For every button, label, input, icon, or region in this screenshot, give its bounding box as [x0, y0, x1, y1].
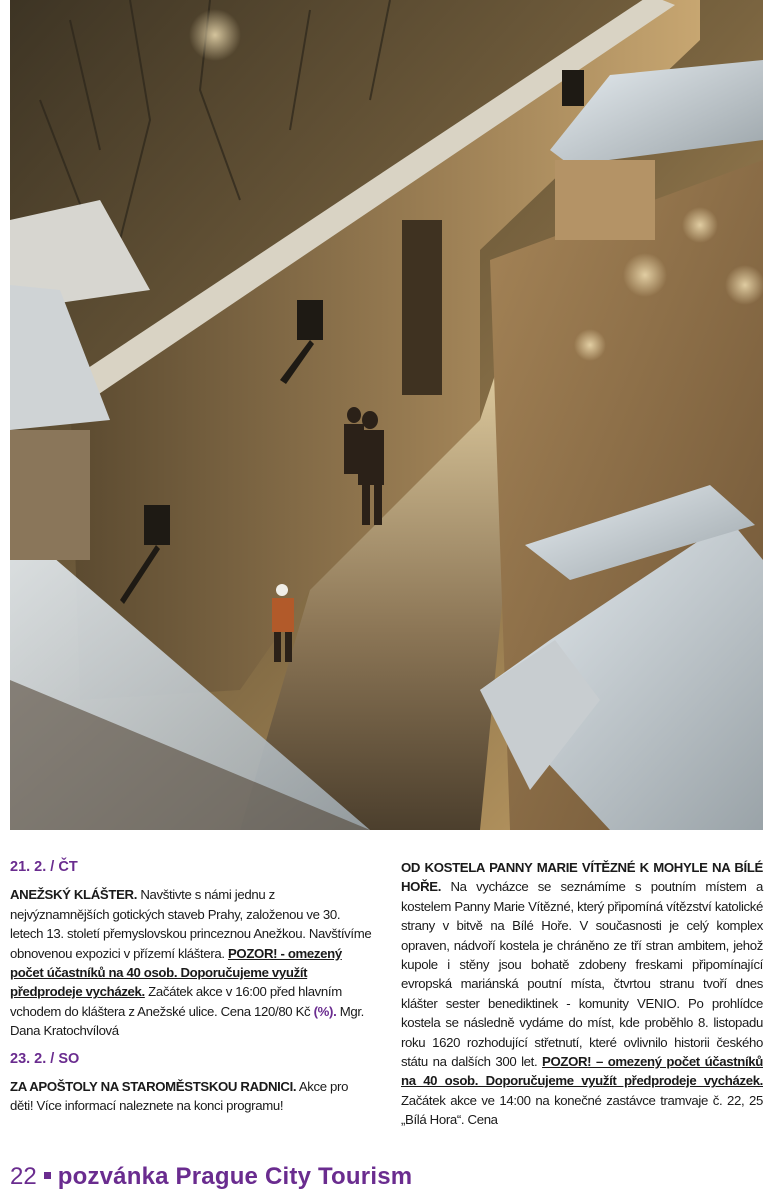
event-text-start: Začátek akce ve 14:00 na konečné zastávce tramvaje č. 22, 25 „Bílá Hora“. Cena [401, 1092, 763, 1128]
discount-mark: (%). [313, 1003, 337, 1019]
event-description [10, 1077, 372, 1116]
brand-title: pozvánka Prague City Tourism [57, 1163, 413, 1190]
page-footer [10, 1163, 412, 1197]
event-date: 21. 2. / ČT [10, 859, 78, 875]
event-description [401, 858, 763, 1130]
event-warning: POZOR! - omezený počet účastníků na 40 osob. Doporučujeme využít předprodeje vycházek. [10, 945, 342, 1000]
bullet-icon [44, 1172, 51, 1179]
prague-street-photo-icon [10, 0, 763, 830]
event-text: Akce pro děti! Více informací naleznete na konci programu! [10, 1079, 349, 1114]
event-text: Na vycházce se seznámíme s poutním místem a kostelem Panny Marie Vítězné, který připomíná vítězství katolické strany v bitvě na Bílé Hoře. V současnosti je celý komplex opraven, nádvoří kostela je chráněno ze tří stran ambitem, jehož kupole i stěny jsou bohatě zdobeny freskami připomínající evropská mariánská poutní místa, čtvrtou stranu tvoří dnes klášter sester benediktinek - komunity VENIO. Po prohlídce kostela se následně vydáme do míst, kde proběhlo 8. listopadu roku 1620 rozhodující střetnutí, které ovlivnilo historii českého státu na dalších 300 let. [401, 879, 763, 1070]
event-text: Navštivte s námi jednu z nejvýznamnějších gotických staveb Prahy, založenou ve 30. letech 13. století přemyslovskou princeznou Anežkou. Navštívíme obnovenou expozici v přízemí kláštera. [10, 887, 372, 961]
event-warning: POZOR! – omezený počet účastníků na 40 osob. Doporučujeme využít předprodeje vycházek. [401, 1054, 763, 1089]
page-number: 22 [10, 1163, 37, 1190]
right-column [401, 858, 763, 1130]
event-title: OD KOSTELA PANNY MARIE VÍTĚZNÉ K MOHYLE NA BÍLÉ HOŘE. [401, 860, 763, 895]
event-text-start: Začátek akce v 16:00 před hlavním vchodem do kláštera z Anežské ulice. Cena 120/80 Kč [10, 984, 342, 1019]
left-column [10, 858, 372, 1116]
event-title: ZA APOŠTOLY NA STAROMĚSTSKOU RADNICI. [10, 1079, 297, 1095]
street-photo [10, 0, 763, 830]
event-guide: Mgr. Dana Kratochvílová [10, 1003, 364, 1039]
event-description [10, 885, 372, 1040]
event-date: 23. 2. / SO [10, 1050, 80, 1067]
event-title: ANEŽSKÝ KLÁŠTER. [10, 887, 138, 903]
